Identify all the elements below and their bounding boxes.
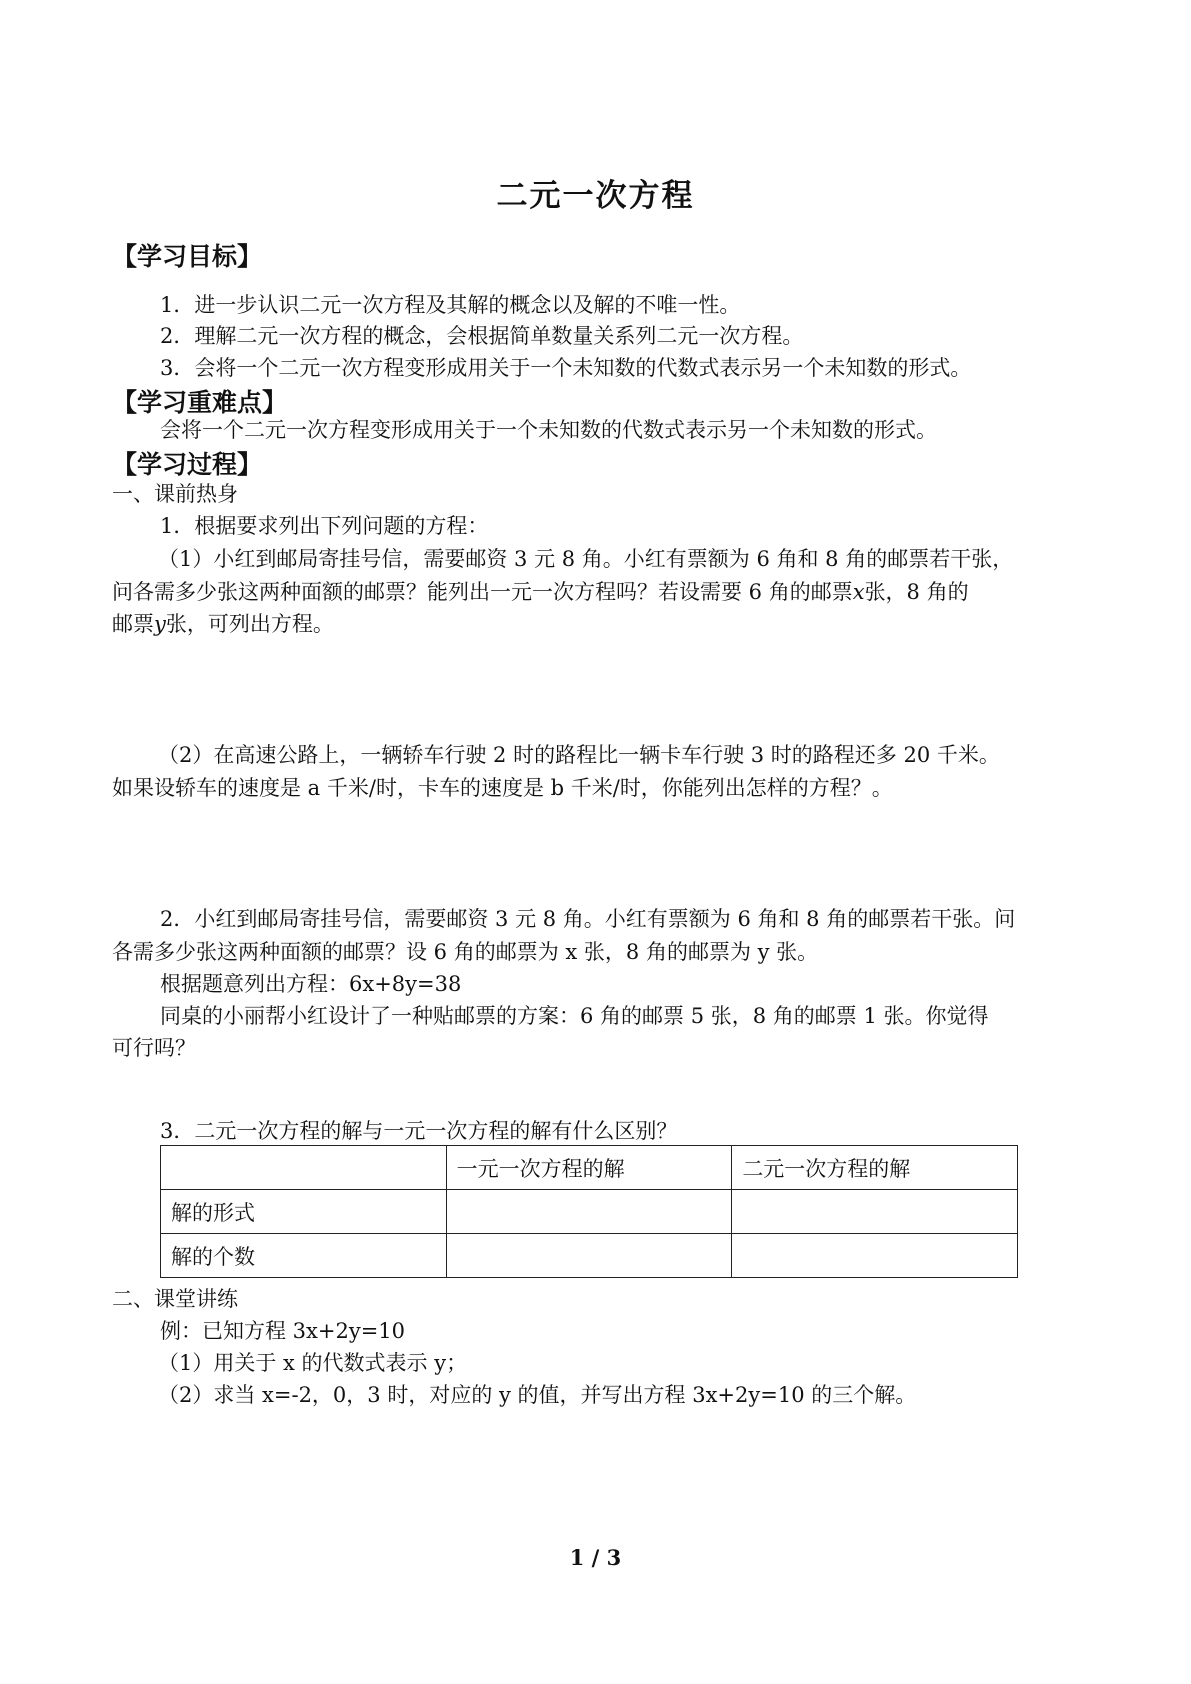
example-part-1: （1）用关于 x 的代数式表示 y； [158,1351,468,1375]
q1-1-line2-text-a: 问各需多少张这两种面额的邮票？能列出一元一次方程吗？若设需要 6 角的邮票 [112,580,853,604]
table-header-row [161,1146,1018,1190]
q1-1-line3-text-a: 邮票 [112,612,154,636]
q2-line1: 2．小红到邮局寄挂号信，需要邮资 3 元 8 角。小红有票额为 6 角和 8 角的邮票若干张。问 [160,907,1016,931]
table-cell [446,1234,732,1278]
objective-item-1: 1．进一步认识二元一次方程及其解的概念以及解的不唯一性。 [160,293,741,317]
objective-item-2: 2．理解二元一次方程的概念，会根据简单数量关系列二元一次方程。 [160,324,804,348]
table-cell [446,1190,732,1234]
comparison-table [160,1145,1018,1278]
variable-x: x [852,580,865,604]
table-cell [161,1146,447,1190]
q1-1-line3-text-b: 张，可列出方程。 [165,612,334,636]
q2-line2: 各需多少张这两种面额的邮票？设 6 角的邮票为 x 张，8 角的邮票为 y 张。 [112,940,819,964]
table-header-linear-two: 二元一次方程的解 [732,1146,1018,1190]
table-row [161,1190,1018,1234]
q1-1-line1: （1）小红到邮局寄挂号信，需要邮资 3 元 8 角。小红有票额为 6 角和 8 角的邮票若干张， [158,547,1014,571]
objectives-heading: 【学习目标】 [112,242,263,271]
page-title: 二元一次方程 [496,178,695,214]
variable-y: y [154,612,166,636]
example-part-2: （2）求当 x=-2，0，3 时，对应的 y 的值，并写出方程 3x+2y=10 的三个解。 [158,1383,917,1407]
q2-line4: 同桌的小丽帮小红设计了一种贴邮票的方案：6 角的邮票 5 张，8 角的邮票 1 张。你觉得 [160,1004,989,1028]
q1-1-line2 [112,576,969,606]
keypoints-heading: 【学习重难点】 [112,388,288,417]
example-text: 例：已知方程 3x+2y=10 [160,1319,406,1343]
table-row [161,1234,1018,1278]
q2-equation: 根据题意列出方程：6x+8y=38 [160,972,462,996]
q1-2-line2: 如果设轿车的速度是 a 千米/时，卡车的速度是 b 千米/时，你能列出怎样的方程？。 [112,776,893,800]
table-row-label-form: 解的形式 [161,1190,447,1234]
q1-1-line3 [112,608,334,638]
table-cell [732,1234,1018,1278]
q1-1-line2-text-b: 张，8 角的 [864,580,969,604]
q1-2-line1: （2）在高速公路上，一辆轿车行驶 2 时的路程比一辆卡车行驶 3 时的路程还多 20 千米。 [158,743,1000,767]
table-header-linear-one: 一元一次方程的解 [446,1146,732,1190]
q1-intro: 1．根据要求列出下列问题的方程： [160,514,489,538]
process-heading: 【学习过程】 [112,450,263,479]
part2-heading: 二、课堂讲练 [112,1287,238,1311]
part1-heading: 一、课前热身 [112,482,238,506]
page-number: 1 / 3 [569,1545,622,1570]
q3-text: 3．二元一次方程的解与一元一次方程的解有什么区别？ [160,1119,678,1143]
table-cell [732,1190,1018,1234]
q2-line5: 可行吗？ [112,1036,196,1060]
keypoints-text: 会将一个二元一次方程变形成用关于一个未知数的代数式表示另一个未知数的形式。 [160,418,937,442]
table-row-label-count: 解的个数 [161,1234,447,1278]
objective-item-3: 3．会将一个二元一次方程变形成用关于一个未知数的代数式表示另一个未知数的形式。 [160,356,972,380]
